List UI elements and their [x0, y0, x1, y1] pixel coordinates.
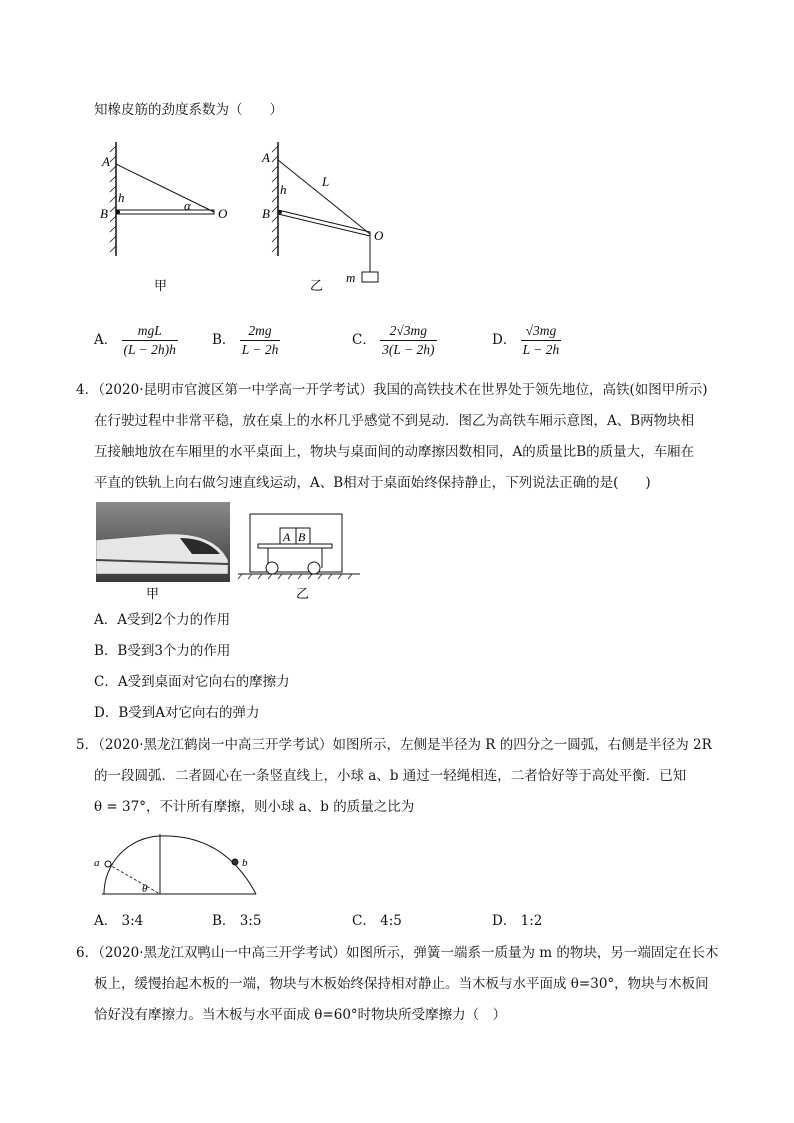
label-b: b: [242, 857, 248, 869]
q4-stem-line-4: 平直的铁轨上向右做匀速直线运动，A、B相对于桌面始终保持静止，下列说法正确的是( ): [94, 475, 651, 491]
ball-a: [105, 861, 111, 867]
label-h: h: [280, 182, 287, 197]
caption-yi: 乙: [310, 278, 324, 293]
q6-stem-line-3: 恰好没有摩擦力。当木板与水平面成 θ=60°时物块所受摩擦力（ ）: [94, 1007, 507, 1023]
label-A: A: [262, 150, 270, 165]
q3-stem: 知橡皮筋的劲度系数为（ ）: [94, 102, 283, 118]
q4-stem-line-1: 4．（2020·昆明市官渡区第一中学高一开学考试）我国的高铁技术在世界处于领先地位，高铁(如图甲所示): [76, 382, 708, 398]
rope-AO: [278, 160, 370, 234]
label-A: A: [283, 530, 291, 544]
q5-stem-line-1: 5．（2020·黑龙江鹤岗一中高三开学考试）如图所示，左侧是半径为 R 的四分之一圆弧，右侧是半径为 2R: [76, 737, 712, 753]
q4-stem-line-2: 在行驶过程中非常平稳，放在桌上的水杯几乎感觉不到晃动．图乙为高铁车厢示意图，A、B两物块相: [94, 413, 695, 429]
label-a: a: [94, 857, 100, 869]
label-A: A: [102, 154, 110, 169]
rod-BO: [116, 210, 214, 214]
q6-stem-line-2: 板上，缓慢抬起木板的一端，物块与木板始终保持相对静止。当木板与水平面成 θ=30°，物块与木板间: [94, 976, 709, 992]
caption-jia: 甲: [146, 586, 160, 601]
label-alpha: α: [184, 198, 191, 213]
label-B: B: [262, 206, 270, 221]
label-theta: θ: [142, 883, 148, 895]
q5-option-c[interactable]: C． 4:5: [352, 913, 402, 929]
wheel-right: [308, 562, 320, 574]
hinge-B: [278, 210, 282, 214]
q4-option-d[interactable]: D．B受到A对它向右的弹力: [94, 705, 260, 721]
label-B: B: [100, 206, 108, 221]
q4-carriage-diagram: [236, 512, 366, 604]
q3-option-b[interactable]: B． $\frac{2mg}{L - 2h}$: [212, 323, 279, 357]
q5-arc-diagram: [94, 826, 264, 898]
rope-AO: [116, 164, 214, 212]
radius-dashed: [108, 864, 160, 894]
label-h: h: [118, 190, 125, 205]
q3-option-a[interactable]: A． $\frac{\text{mgL}}{(L - 2h)h}$: [94, 323, 176, 357]
q3-option-d[interactable]: D． $\frac{√3mg}{L - 2h}$: [492, 323, 560, 357]
quarter-arc-left: [104, 836, 160, 894]
caption-yi: 乙: [296, 586, 310, 601]
q4-stem-line-3: 互接触地放在车厢里的水平桌面上，物块与桌面间的动摩擦因数相同，A的质量比B的质量大，车厢在: [94, 444, 695, 460]
label-O: O: [218, 206, 228, 221]
q4-train-photo: [96, 502, 230, 602]
q5-option-a[interactable]: A． 3:4: [94, 913, 144, 929]
label-O: O: [374, 228, 384, 243]
q5-stem-line-2: 的一段圆弧．二者圆心在一条竖直线上，小球 a、b 通过一轻绳相连，二者恰好等于高处平衡．已知: [94, 768, 687, 784]
label-L: L: [322, 174, 330, 189]
label-B: B: [298, 530, 306, 544]
ground-hatch: [238, 574, 352, 579]
wheel-left: [266, 562, 278, 574]
ball-b: [232, 859, 238, 865]
q4-option-a[interactable]: A．A受到2个力的作用: [94, 612, 231, 628]
q6-stem-line-1: 6．（2020·黑龙江双鸭山一中高三开学考试）如图所示，弹簧一端系一质量为 m 的物块，另一端固定在长木: [76, 945, 719, 961]
mass-block: [362, 272, 378, 282]
q3-figure-yi: [258, 136, 398, 296]
table-top: [258, 544, 332, 548]
wall-hatch: [272, 146, 278, 252]
q5-stem-line-3: θ = 37°，不计所有摩擦，则小球 a、b 的质量之比为: [94, 799, 415, 815]
label-m: m: [346, 270, 356, 285]
wall-hatch: [110, 146, 116, 252]
hinge-B: [116, 210, 120, 214]
q4-option-c[interactable]: C．A受到桌面对它向右的摩擦力: [94, 674, 290, 690]
caption-jia: 甲: [154, 278, 168, 293]
q3-figure-jia: [96, 136, 246, 296]
q3-option-c[interactable]: C． $\frac{2√3mg}{3(L - 2h)}$: [352, 323, 435, 357]
q5-option-b[interactable]: B． 3:5: [212, 913, 262, 929]
q5-option-d[interactable]: D． 1:2: [492, 913, 543, 929]
q4-option-b[interactable]: B．B受到3个力的作用: [94, 643, 231, 659]
